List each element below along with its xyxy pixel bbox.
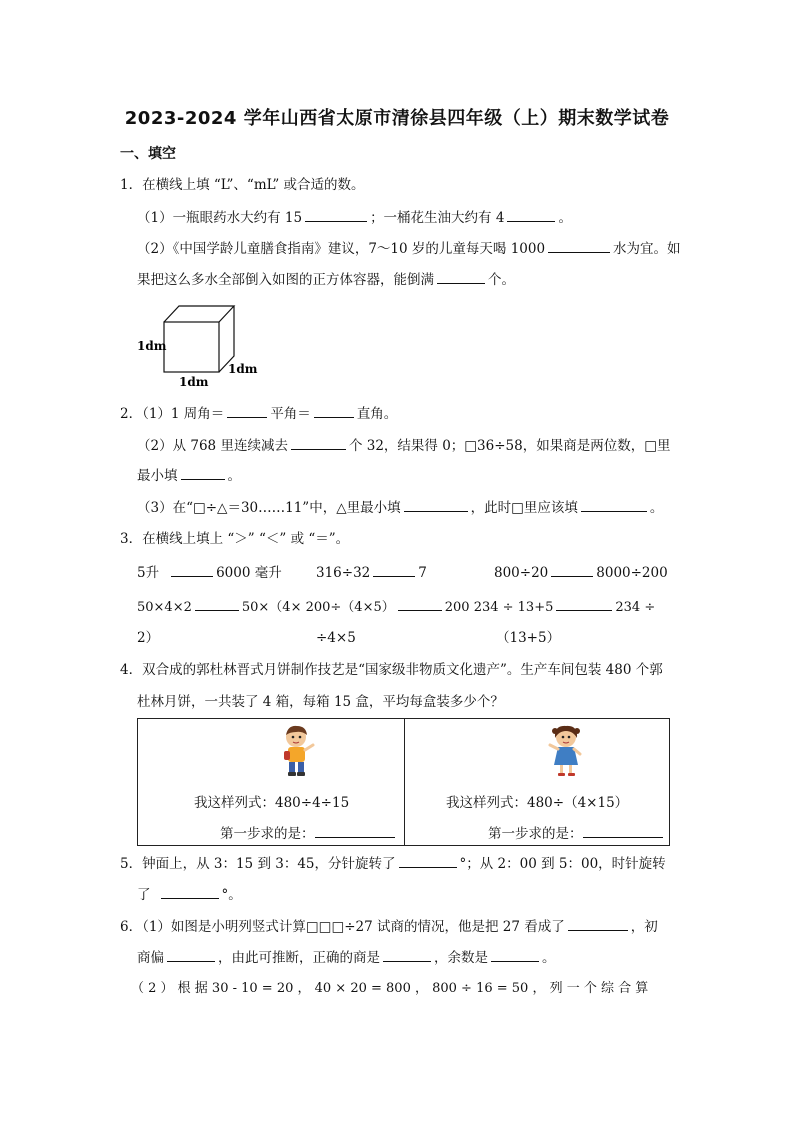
q2-part2-line2: 最小填 。 xyxy=(137,465,241,486)
q4-stem-line1: 4．双合成的郭杜林晋式月饼制作技艺是“国家级非物质文化遗产”。生产车间包装 480 个郭 xyxy=(120,662,663,678)
q3-row3-col3: （13+5） xyxy=(496,630,561,646)
q3-row2: 50×4×2 50×（4× 200÷（4×5） 200 234 ÷ 13+5 234 ÷ xyxy=(137,596,655,618)
answer-blank[interactable] xyxy=(507,207,555,222)
answer-blank[interactable] xyxy=(181,465,225,480)
answer-blank[interactable] xyxy=(581,497,647,512)
answer-blank[interactable] xyxy=(305,207,367,222)
q3-row1-col2: 316÷32 7 xyxy=(316,562,427,583)
answer-blank[interactable] xyxy=(167,947,215,962)
left-formula: 我这样列式：480÷4÷15 xyxy=(194,795,350,811)
q3-row3-col1: 2） xyxy=(137,630,160,646)
right-formula: 我这样列式：480÷（4×15） xyxy=(446,795,629,811)
answer-blank[interactable] xyxy=(491,947,539,962)
cube-label-right: 1dm xyxy=(228,362,258,376)
q1-part2-line2: 果把这么多水全部倒入如图的正方体容器，能倒满 个。 xyxy=(137,269,515,290)
answer-blank[interactable] xyxy=(399,853,457,868)
q2-part2-line1: （2）从 768 里连续减去 个 32，结果得 0；□36÷58，如果商是两位数，□里 xyxy=(137,435,670,456)
q5-line1: 5．钟面上，从 3：15 到 3：45，分针旋转了 °；从 2：00 到 5：00，时针旋转 xyxy=(120,853,666,874)
q3-row1-col3: 800÷20 8000÷200 xyxy=(494,562,668,583)
cube-front-face xyxy=(164,322,219,372)
q2-part3: （3）在“□÷△＝30……11”中，△里最小填 ，此时□里应该填 。 xyxy=(137,497,663,518)
q6-line2: 商偏 ，由此可推断，正确的商是 ，余数是 。 xyxy=(137,947,556,968)
answer-blank[interactable] xyxy=(171,562,213,577)
answer-blank[interactable] xyxy=(404,497,468,512)
answer-blank[interactable] xyxy=(556,596,612,611)
answer-blank[interactable] xyxy=(583,823,663,838)
boy-icon xyxy=(280,723,316,779)
right-step: 第一步求的是： xyxy=(488,822,663,842)
answer-blank[interactable] xyxy=(398,596,442,611)
answer-blank[interactable] xyxy=(314,403,354,418)
cube-figure xyxy=(137,300,267,395)
q6-line3: （ 2 ） 根 据 30 - 10 = 20 ， 40 × 20 = 800 ， 800 ÷ 16 = 50 ， 列 一 个 综 合 算 xyxy=(131,981,649,996)
left-step: 第一步求的是： xyxy=(220,822,395,842)
q4-answer-table xyxy=(137,718,670,846)
answer-blank[interactable] xyxy=(315,823,395,838)
answer-blank[interactable] xyxy=(291,435,346,450)
answer-blank[interactable] xyxy=(227,403,267,418)
answer-blank[interactable] xyxy=(161,884,219,899)
answer-blank[interactable] xyxy=(437,269,485,284)
cube-label-bottom: 1dm xyxy=(179,375,209,389)
cube-label-left: 1dm xyxy=(137,339,167,353)
q3-row1-col1: 5升 6000 毫升 xyxy=(137,562,282,583)
q2-part1: 2．（1）1 周角＝ 平角＝ 直角。 xyxy=(120,403,397,424)
q3-stem: 3．在横线上填上 “＞” “＜” 或 “＝”。 xyxy=(120,531,350,547)
section-heading: 一、填空 xyxy=(120,146,176,162)
answer-blank[interactable] xyxy=(568,916,628,931)
answer-blank[interactable] xyxy=(373,562,415,577)
page-title: 2023-2024 学年山西省太原市清徐县四年级（上）期末数学试卷 xyxy=(124,108,670,129)
q6-line1: 6．（1）如图是小明列竖式计算□□□÷27 试商的情况，他是把 27 看成了 ，初 xyxy=(120,916,658,937)
q1-stem: 1．在横线上填 “L”、“mL” 或合适的数。 xyxy=(120,177,365,193)
answer-blank[interactable] xyxy=(195,596,239,611)
q3-row3-col2: ÷4×5 xyxy=(316,630,356,646)
table-divider xyxy=(404,719,405,845)
girl-icon xyxy=(546,723,586,779)
q5-line2: 了 °。 xyxy=(137,884,242,905)
answer-blank[interactable] xyxy=(383,947,431,962)
answer-blank[interactable] xyxy=(548,238,610,253)
q1-part2-line1: （2）《中国学龄儿童膳食指南》建议，7～10 岁的儿童每天喝 1000 水为宜。如 xyxy=(137,238,681,259)
q1-part1: （1）一瓶眼药水大约有 15 ；一桶花生油大约有 4 。 xyxy=(137,207,572,228)
q4-stem-line2: 杜林月饼，一共装了 4 箱，每箱 15 盒，平均每盒装多少个？ xyxy=(137,694,504,710)
answer-blank[interactable] xyxy=(551,562,593,577)
cube-top-face xyxy=(164,306,234,322)
